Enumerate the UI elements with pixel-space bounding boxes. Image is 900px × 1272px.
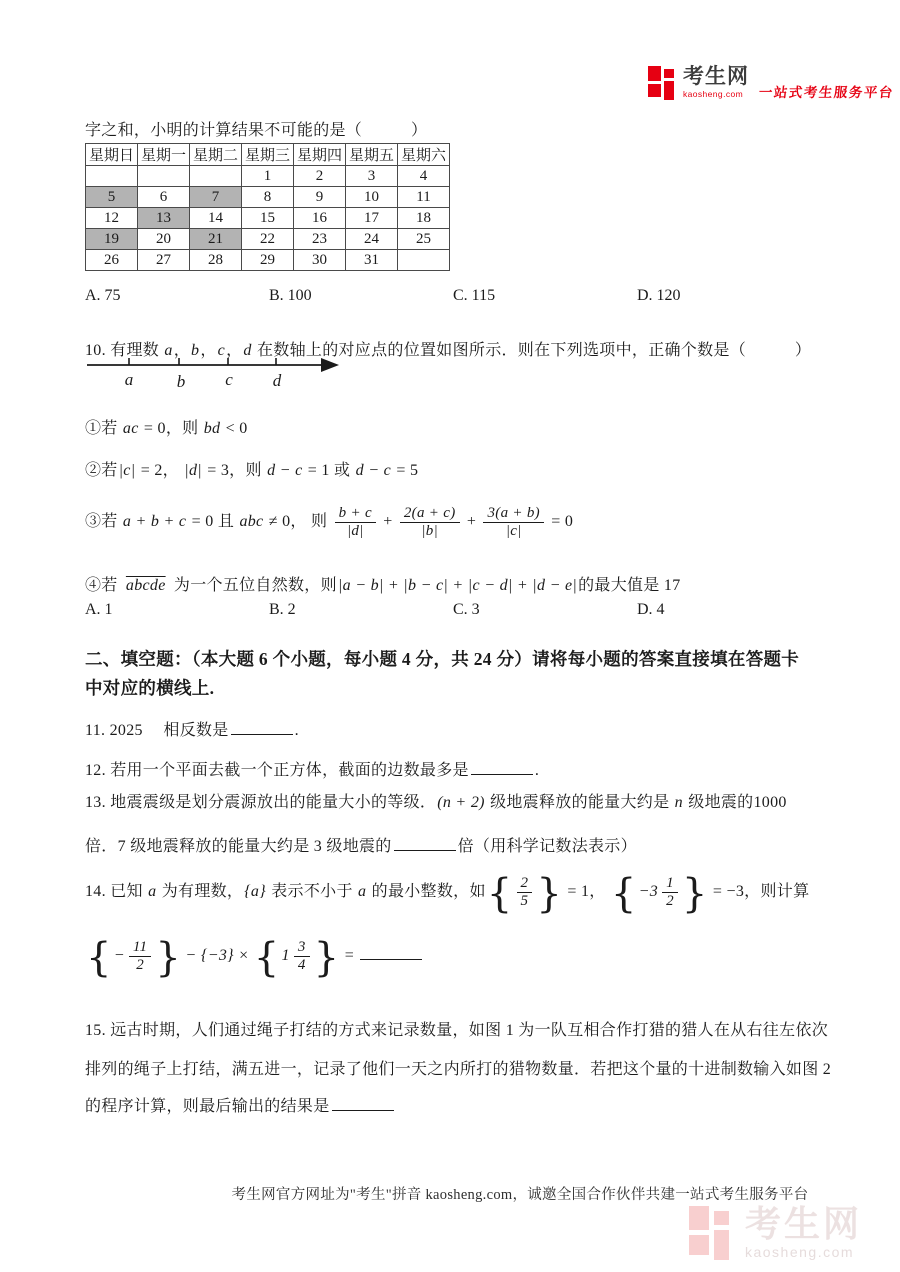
text-segment: = −3，则计算	[708, 882, 810, 900]
option-item: D. 120	[637, 287, 681, 304]
text-segment: a + b + c	[122, 512, 187, 530]
numberline-label-c: c	[225, 370, 233, 389]
text-segment: = 1，	[563, 882, 610, 900]
text-segment: ，	[200, 342, 217, 359]
calendar-cell: 1	[242, 166, 294, 187]
section-2-heading	[85, 645, 799, 703]
calendar-header-cell: 星期六	[398, 144, 450, 166]
text-segment: |d|	[184, 462, 202, 479]
text-segment: ×	[234, 946, 253, 964]
curly-brace: }	[681, 871, 708, 918]
calendar-cell: 2	[294, 166, 346, 187]
text-segment: ≠ 0， 则	[264, 512, 332, 530]
calendar-cell	[190, 166, 242, 187]
question-15-line2	[85, 1056, 831, 1079]
text-segment: < 0	[221, 420, 248, 437]
statement-4	[85, 572, 681, 595]
options-row-q9	[85, 287, 821, 305]
footer-note: 考生网官方网址为"考生"拼音 kaosheng.com，诚邀全国合作伙伴共建一站式考生服务平台	[231, 1187, 809, 1203]
question-11	[85, 717, 299, 740]
text-segment: = 5	[392, 462, 419, 479]
curly-brace: {	[486, 871, 513, 918]
calendar-cell: 15	[242, 208, 294, 229]
text-segment: 15. 远古时期，人们通过绳子打结的方式来记录数量，如图 1 为一队互相合作打猎的猎人在从右往左依次	[85, 1022, 829, 1039]
text-segment: {a}	[244, 882, 266, 900]
question-15-line1	[85, 1017, 828, 1040]
statement-2	[85, 457, 418, 480]
text-segment: = 2，	[136, 462, 184, 479]
text-segment: = 1 或	[303, 462, 355, 479]
option-item: C. 115	[453, 287, 496, 304]
calendar-cell: 21	[190, 229, 242, 250]
calendar-table	[85, 143, 450, 271]
watermark-logo	[689, 1203, 862, 1260]
options-row-q10	[85, 601, 821, 619]
curly-brace: }	[155, 935, 182, 982]
text-segment: 倍．7 级地震释放的能量大约是 3 级地震的	[85, 838, 392, 855]
question-9-tail-line	[85, 117, 427, 140]
text-segment: 在数轴上的对应点的位置如图所示．则在下列选项中，正确个数是（ ）	[252, 342, 812, 359]
numberline-figure	[85, 350, 341, 399]
text-segment: 为有理数，	[157, 882, 244, 900]
watermark-domain: kaosheng.com	[744, 1244, 855, 1260]
text-segment: (n + 2)	[437, 794, 485, 811]
option-item: B. 2	[269, 601, 296, 618]
fraction: $\frac{3}{4}$	[294, 939, 310, 974]
calendar-cell: 29	[242, 250, 294, 271]
text-segment: +	[378, 512, 397, 530]
fraction: $\frac{1}{2}$	[662, 875, 678, 910]
calendar-cell: 9	[294, 187, 346, 208]
answer-blank	[360, 943, 422, 960]
calendar-cell: 23	[294, 229, 346, 250]
numberline-label-a: a	[124, 370, 134, 389]
text-segment: 表示不小于	[266, 882, 358, 900]
brand-tagline: 一站式考生服务平台	[758, 85, 895, 100]
option-item: A. 1	[85, 601, 113, 618]
calendar-cell: 30	[294, 250, 346, 271]
calendar-cell: 20	[138, 229, 190, 250]
text-segment: .	[294, 722, 299, 739]
text-segment: b	[191, 342, 200, 359]
numberline-svg	[85, 350, 341, 394]
calendar-cell: 19	[86, 229, 138, 250]
text-segment: 倍（用科学记数法表示）	[457, 838, 637, 855]
text-segment: d − c	[355, 462, 392, 479]
kaosheng-logo-icon	[648, 66, 678, 100]
question-14-line1	[85, 871, 810, 918]
text-segment: ，	[173, 342, 191, 359]
text-segment: 为一个五位自然数，则	[169, 577, 337, 594]
calendar-row	[86, 187, 450, 208]
text-segment: 13. 地震震级是划分震源放出的能量大小的等级．	[85, 794, 437, 811]
text-segment: ③若	[85, 512, 122, 530]
statement-1	[85, 415, 248, 438]
question-12	[85, 757, 539, 780]
answer-blank	[394, 834, 456, 851]
text-segment: |c|	[118, 462, 136, 479]
text-segment: ①若	[85, 420, 122, 437]
section-2-heading-line1: 二、填空题：（本大题 6 个小题，每小题 4 分，共 24 分）请将每小题的答案直接填在答题卡	[85, 648, 800, 669]
calendar-header-cell: 星期五	[346, 144, 398, 166]
text-segment: .	[534, 762, 540, 779]
fraction: $\frac{3(a + b)}{|c|}$	[483, 505, 544, 540]
text-segment: 排列的绳子上打结，满五进一，记录了他们一天之内所打的猎物数量．若把这个量的十进制数输入如图 2	[85, 1061, 832, 1078]
text-segment: 14. 已知	[85, 882, 148, 900]
calendar-cell: 25	[398, 229, 450, 250]
text-segment: 的程序计算，则最后输出的结果是	[85, 1098, 330, 1115]
text-segment: 级地震释放的能量大约是	[485, 794, 674, 811]
text-segment: = 3，则	[202, 462, 267, 479]
text-segment: −	[113, 946, 125, 964]
calendar-header-cell: 星期二	[190, 144, 242, 166]
option-item: D. 4	[637, 601, 665, 618]
question-13-line1	[85, 789, 787, 812]
calendar-cell: 10	[346, 187, 398, 208]
text-segment: 1	[281, 946, 290, 964]
text-segment: d − c	[267, 462, 303, 479]
text-segment: c	[217, 342, 226, 359]
calendar-row	[86, 208, 450, 229]
text-segment: = 0 且	[187, 512, 239, 530]
fraction: $\frac{11}{2}$	[129, 939, 152, 974]
calendar-cell: 26	[86, 250, 138, 271]
fraction: $\frac{b + c}{|d|}$	[335, 505, 376, 540]
text-segment: n	[674, 794, 683, 811]
answer-blank	[231, 718, 293, 735]
calendar-cell	[398, 250, 450, 271]
text-segment: d	[243, 342, 252, 359]
calendar-cell: 22	[242, 229, 294, 250]
calendar-cell: 7	[190, 187, 242, 208]
text-segment: abc	[239, 512, 264, 530]
statement-3	[85, 505, 573, 540]
calendar-cell: 3	[346, 166, 398, 187]
brand-name: 考生网	[683, 65, 749, 88]
calendar-cell: 17	[346, 208, 398, 229]
curly-brace: }	[536, 871, 563, 918]
curly-brace: }	[313, 935, 340, 982]
text-segment: = 0	[546, 512, 574, 530]
text-segment: a	[148, 882, 157, 900]
answer-blank	[332, 1094, 394, 1111]
text-segment: 的最小整数，如	[367, 882, 486, 900]
option-item: C. 3	[453, 601, 480, 618]
text-segment: ②若	[85, 462, 118, 479]
curly-brace: {	[253, 935, 280, 982]
fraction: $\frac{2(a + c)}{|b|}$	[400, 505, 460, 540]
calendar-cell: 13	[138, 208, 190, 229]
text-segment: abcde	[125, 577, 166, 594]
calendar-row	[86, 166, 450, 187]
calendar-cell	[86, 166, 138, 187]
calendar-row	[86, 229, 450, 250]
calendar-cell: 24	[346, 229, 398, 250]
calendar-cell: 18	[398, 208, 450, 229]
calendar-cell: 5	[86, 187, 138, 208]
option-item: B. 100	[269, 287, 312, 304]
text-segment: −3	[638, 882, 659, 900]
option-item: A. 75	[85, 287, 121, 304]
text-segment: 12. 若用一个平面去截一个正方体，截面的边数最多是	[85, 762, 469, 779]
answer-blank	[471, 758, 533, 775]
text-segment: −	[182, 946, 201, 964]
question-13-line2	[85, 833, 637, 856]
text-segment: 的最大值是 17	[578, 577, 681, 594]
question-14-line2	[85, 935, 424, 982]
curly-brace: {	[86, 935, 112, 982]
calendar-cell	[138, 166, 190, 187]
numberline-label-b: b	[176, 372, 186, 391]
calendar-cell: 14	[190, 208, 242, 229]
arrow-right-icon	[321, 358, 339, 372]
curly-brace: {	[610, 871, 637, 918]
numberline-label-d: d	[272, 371, 282, 390]
text-segment: 字之和，小明的计算结果不可能的是（ ）	[85, 122, 428, 139]
header-logo	[648, 66, 894, 101]
question-15-line3	[85, 1093, 396, 1116]
text-segment: ④若	[85, 577, 122, 594]
text-segment: +	[462, 512, 481, 530]
calendar-cell: 6	[138, 187, 190, 208]
text-segment: |a − b| + |b − c| + |c − d| + |d − e|	[337, 577, 578, 594]
calendar-header-cell: 星期一	[138, 144, 190, 166]
calendar-cell: 8	[242, 187, 294, 208]
calendar-header-cell: 星期三	[242, 144, 294, 166]
text-segment: ，	[226, 342, 243, 359]
text-segment: =	[340, 946, 359, 964]
calendar-cell: 28	[190, 250, 242, 271]
calendar-cell: 4	[398, 166, 450, 187]
text-segment: 10. 有理数	[85, 342, 164, 359]
calendar-cell: 27	[138, 250, 190, 271]
text-segment: a	[164, 342, 173, 359]
text-segment: = 0，则	[139, 420, 203, 437]
calendar-cell: 11	[398, 187, 450, 208]
watermark-kaosheng-icon	[689, 1206, 737, 1260]
text-segment: bd	[203, 420, 221, 437]
calendar-header-cell: 星期四	[294, 144, 346, 166]
calendar-header-cell: 星期日	[86, 144, 138, 166]
calendar-cell: 16	[294, 208, 346, 229]
calendar-row	[86, 250, 450, 271]
brand-domain: kaosheng.com	[683, 89, 744, 100]
calendar-cell: 12	[86, 208, 138, 229]
section-2-heading-line2: 中对应的横线上.	[85, 677, 215, 698]
text-segment: ac	[122, 420, 139, 437]
text-segment: 级地震的1000	[683, 794, 787, 811]
text-segment: a	[358, 882, 367, 900]
watermark-brand: 考生网	[744, 1203, 862, 1244]
fraction: $\frac{2}{5}$	[517, 875, 533, 910]
calendar-cell: 31	[346, 250, 398, 271]
text-segment: {−3}	[201, 946, 234, 964]
text-segment: 11. 2025 相反数是	[85, 722, 229, 739]
